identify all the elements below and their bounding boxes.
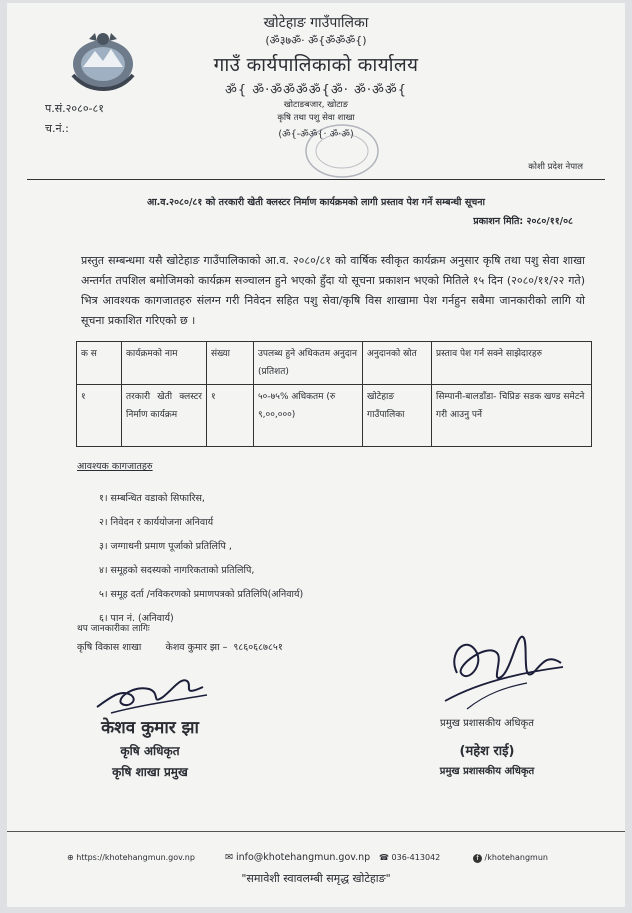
signatory-right-name: (महेश राई) [459,744,515,759]
contact-heading: थप जानकारीका लागिः [77,624,150,634]
table-cell: तरकारी खेती क्लस्टर निर्माण कार्यक्रम [122,385,207,447]
list-item: ६। पान नं. (अनिवार्य) [99,613,174,624]
list-item: ३। जग्गाधनी प्रमाण पूर्जाको प्रतिलिपि , [99,541,232,552]
email-icon: ✉ [225,852,236,863]
header-office-alt: ॐ{ ॐ·ॐॐॐॐ{ॐ· ॐ·ॐॐ{ [224,83,408,98]
header-office: गाउँ कार्यपालिकाको कार्यालय [213,54,419,76]
header-branch: कृषि तथा पशु सेवा शाखा [277,113,355,123]
signatory-left-dept: कृषि शाखा प्रमुख [112,765,188,779]
list-item: ५। समूह दर्ता /नविकरणको प्रमाणपत्रको प्रतिलिपि(अनिवार्य) [99,589,304,600]
table-header-cell: संख्या [207,342,254,385]
province-label: कोशी प्रदेश नेपाल [528,162,583,172]
table-header-cell: अनुदानको स्रोत [363,342,432,385]
footer-email: ✉ info@khotehangmun.gov.np [225,852,371,863]
notice-page [7,3,625,907]
header-address: खोटाङबजार, खोटाङ [283,100,349,110]
dispatch-number: च.नं.: [45,122,69,135]
reference-number: प.सं.२०८०-८१ [45,102,104,115]
list-item: २। निवेदन र कार्ययोजना अनिवार्य [99,517,214,528]
facebook-icon: f [473,854,482,863]
header-branch-alt: (ॐ{-ॐॐ{· ॐ·ॐ) [278,129,354,140]
list-item: ४। समूहको सदस्यको नागरिकताको प्रतिलिपि, [99,565,255,576]
notice-subject: आ.व.२०८०/८१ को तरकारी खेती क्लस्टर निर्माण कार्यक्रमको लागी प्रस्ताव पेश गर्ने सम्बन्धी सूचना [146,197,486,208]
table-header-row [77,342,592,385]
table-header-cell: कार्यक्रमको नाम [122,342,207,385]
publication-date: प्रकाशन मिति: २०८०/११/०८ [473,216,573,227]
table-cell: खोटेहाङ गाउँपालिका [363,385,432,447]
table-header-cell: क स [77,342,122,385]
table-cell: ५०-७५% अधिकतम (रु ९,००,०००) [254,385,363,447]
notice-body: प्रस्तुत सम्बन्धमा यसै खोटेहाङ गाउँपालिकाको आ.व. २०८०/८१ को वार्षिक स्वीकृत कार्यक्रम अनुसार कृषि तथा पशु सेवा शाखा अन्तर्गत तपशिल बमोजिमको कार्यक्रम सञ्चालन हुने भएको हुँदा यो सूचना प्रकाशन भएको मितिले १५ दिन (२०८०/११/२२ गते) भित्र आवश्यक कागजातहरु संलग्न गरी निवेदन सहित पशु सेवा/कृषि विस शाखामा पेश गर्नहुन सबैमा जानकारीको लागि यो सूचना प्रकाशित गरिएको छ । [81,254,585,327]
header-divider [27,179,605,180]
signatory-right [412,715,562,777]
footer-phone: ☎ 036-413042 [379,853,441,862]
footer-facebook: f /khotehangmun [473,853,548,863]
table-row [77,385,592,447]
footer-website: ⊕ https://khotehangmun.gov.np [67,853,195,862]
table-cell: १ [207,385,254,447]
table-header-cell: प्रस्ताव पेश गर्न सक्ने साझेदारहरु [432,342,592,385]
requirements-title: आवश्यक कागजातहरु [77,461,153,472]
office-stamp-icon [302,121,382,181]
signatory-right-typed-title: प्रमुख प्रशासकीय अधिकृत [440,718,534,729]
signatory-left-name: केशव कुमार झा [101,718,199,738]
list-item: १। सम्बन्धित वडाको सिफारिस, [99,493,205,504]
footer-divider [7,831,625,832]
footer-motto: "समावेशी स्वावलम्बी समृद्ध खोटेहाङ" [241,872,391,885]
header-municipality: खोटेहाङ गाउँपालिका [263,15,369,31]
signatory-left-title: कृषि अधिकृत [120,744,180,758]
table-cell: सिम्पानी-बालडाँडा- चिप्रिङ सडक खण्ड समेटने गरी आउनु पर्ने [432,385,592,447]
header-subline: (ॐ३७ॐ· ॐ{ॐॐॐ{) [265,34,367,47]
contact-line: कृषि विकास शाखा केशव कुमार झा – ९८६०६८७८५१ [77,642,283,653]
table-cell: १ [77,385,122,447]
globe-icon: ⊕ [67,853,77,862]
signatory-left [75,715,225,780]
program-table [76,341,592,447]
signature-left-icon [91,667,211,717]
signatory-right-stamp-title: प्रमुख प्रशासकीय अधिकृत [439,766,535,777]
table-header-cell: उपलब्ध हुने अधिकतम अनुदान (प्रतिशत) [254,342,363,385]
requirements-list [99,491,303,635]
signature-right-icon [437,623,567,713]
phone-icon: ☎ [379,853,392,862]
